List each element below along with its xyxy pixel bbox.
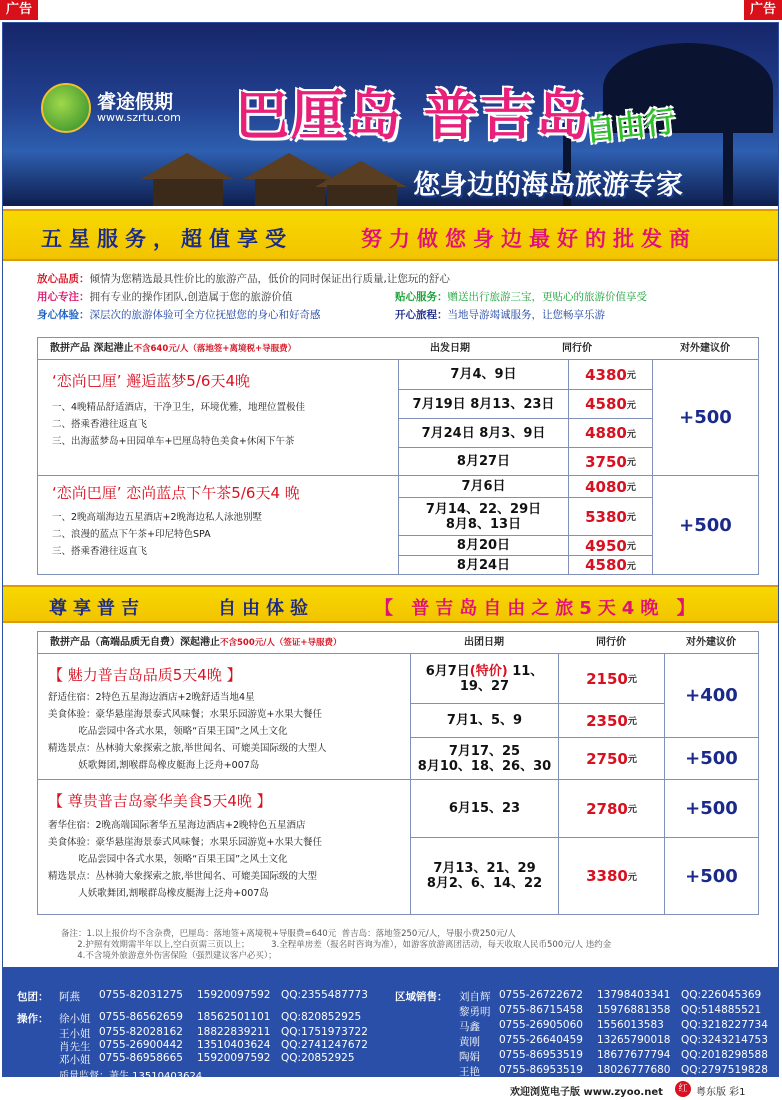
package-line: 舒适住宿：2特色五星海边酒店+2晚舒适当地4星 xyxy=(48,692,255,703)
phuket-bar-subtitle: 自由体验 xyxy=(218,598,314,619)
edition-badge: 红 xyxy=(675,1081,691,1097)
price-cell: 2750 元 xyxy=(558,738,664,780)
date-cell: 6月7日(特价) 11、 19、27 xyxy=(410,654,558,704)
suggest-price-cell: +500 xyxy=(664,838,758,914)
contact-qq: QQ:2741247672 xyxy=(281,1039,368,1051)
contact-mobile: 18562501101 xyxy=(197,1011,271,1023)
feature-label: 开心旅程： xyxy=(395,309,448,321)
package-title: ‘恋尚巴厘’ 恋尚蓝点下午茶5/6天4 晚 xyxy=(52,484,300,502)
price-cell: 3380 元 xyxy=(558,838,664,914)
header-price: 同行价 xyxy=(596,637,626,648)
note-line: 2.护照有效期需半年以上,空白页需三页以上； 3.全程单房差（报名时咨询为准），如游客放游离团活动，每天收取人民币500元/人 违约金 xyxy=(61,940,612,950)
contact-name: 黄刚 xyxy=(459,1036,480,1048)
tagline-bar xyxy=(3,209,778,261)
feature-item xyxy=(37,289,292,306)
package-block xyxy=(38,360,398,476)
contact-mobile: 1556013583 xyxy=(597,1019,664,1031)
date-cell: 7月17、25 8月10、18、26、30 xyxy=(410,738,558,780)
palm-decoration xyxy=(723,83,733,206)
package-line: 二、浪漫的蓝点下午茶+印尼特色SPA xyxy=(52,529,211,540)
suggest-price-cell: +500 xyxy=(664,738,758,780)
contact-qq: QQ:2018298588 xyxy=(681,1049,768,1061)
date-cell: 8月20日 xyxy=(398,536,568,556)
ad-label-right: 广告 xyxy=(744,0,782,20)
note-line: 4.不含境外旅游意外伤害保险（强烈建议客户必买）； xyxy=(61,951,277,961)
date-cell: 7月24日 8月3、9日 xyxy=(398,419,568,448)
feature-text: 深层次的旅游体验可全方位抚慰您的身心和好奇感 xyxy=(89,309,321,321)
contact-qq: QQ:3243214753 xyxy=(681,1034,768,1046)
contact-mobile: 13265790018 xyxy=(597,1034,671,1046)
header-product: 散拼产品 深起港止不含640元/人（落地签+离境税+导服费） xyxy=(50,343,297,354)
page-footer xyxy=(0,1080,782,1100)
feature-item xyxy=(395,307,605,324)
contact-qq: QQ:820852925 xyxy=(281,1011,362,1023)
price-cell: 3750 元 xyxy=(568,448,652,476)
contact-mobile: 15920097592 xyxy=(197,989,271,1001)
ops-label: 操作： xyxy=(17,1013,49,1025)
contact-tel: 0755-26900442 xyxy=(99,1039,183,1051)
contact-mobile: 18822839211 xyxy=(197,1026,271,1038)
contact-name: 马鑫 xyxy=(459,1021,480,1033)
price-cell: 4380 元 xyxy=(568,360,652,390)
region-label: 区域销售： xyxy=(395,991,448,1003)
feature-label: 贴心服务： xyxy=(395,291,448,303)
package-line: 吃品尝园中各式水果，领略“百果王国”之风土文化 xyxy=(48,726,288,737)
group-label: 包团： xyxy=(17,991,49,1003)
suggest-price-cell: +500 xyxy=(652,476,758,574)
date-cell: 7月14、22、29日 8月8、13日 xyxy=(398,498,568,536)
edition-label: 粤东版 彩1 xyxy=(696,1087,746,1098)
feature-label: 用心专注： xyxy=(37,291,90,303)
feature-text: 当地导游竭诚服务，让您畅享乐游 xyxy=(447,309,605,321)
phuket-bar-title: 尊享普吉 xyxy=(49,598,145,619)
contact-name: 黎勇明 xyxy=(459,1006,491,1018)
contact-name: 肖先生 xyxy=(59,1041,91,1053)
feature-label: 身心体验： xyxy=(37,309,90,321)
header-date: 出发日期 xyxy=(430,343,470,354)
contact-qq: QQ:514885521 xyxy=(681,1004,762,1016)
package-line: 一、2晚高端海边五星酒店+2晚海边私人泳池别墅 xyxy=(52,512,263,523)
contact-name: 陶娟 xyxy=(459,1051,480,1063)
package-line: 一、4晚精品舒适酒店，干净卫生，环境优雅，地理位置极佳 xyxy=(52,402,306,413)
tagline-right: 努力做您身边最好的批发商 xyxy=(361,227,697,251)
feature-text: 赠送出行旅游三宝，更贴心的旅游价值享受 xyxy=(447,291,647,303)
bali-table xyxy=(37,337,759,575)
contact-name: 阿燕 xyxy=(59,991,80,1003)
brand-name: 睿途假期 xyxy=(97,91,174,113)
date-cell: 7月19日 8月13、23日 xyxy=(398,390,568,419)
suggest-price-cell: +500 xyxy=(652,360,758,476)
contact-qq: QQ:2797519828 xyxy=(681,1064,768,1076)
contact-mobile: 15976881358 xyxy=(597,1004,671,1016)
header-product: 散拼产品（高端品质无自费）深起港止不含500元/人（签证+导服费） xyxy=(50,637,342,648)
contact-qq: QQ:20852925 xyxy=(281,1052,355,1064)
package-line: 精选景点：丛林骑大象探索之旅,举世闻名、可媲美国际级的大型人 xyxy=(48,743,327,754)
contact-mobile: 13510403624 xyxy=(197,1039,271,1051)
price-cell: 4580 元 xyxy=(568,390,652,419)
package-block xyxy=(38,476,398,574)
date-cell: 7月4、9日 xyxy=(398,360,568,390)
brand-url: www.szrtu.com xyxy=(97,111,181,124)
suggest-price-cell: +500 xyxy=(664,780,758,838)
package-block xyxy=(38,654,410,780)
price-cell: 4880 元 xyxy=(568,419,652,448)
date-cell: 7月13、21、29 8月2、6、14、22 xyxy=(410,838,558,914)
price-cell: 2350 元 xyxy=(558,704,664,738)
phuket-bar-product: 【 普吉岛自由之旅5天4晚 】 xyxy=(375,598,701,619)
banner xyxy=(3,23,778,206)
package-line: 二、搭乘香港往返直飞 xyxy=(52,419,148,430)
phuket-table-header xyxy=(38,632,758,654)
contact-mobile: 15920097592 xyxy=(197,1052,271,1064)
contact-qq: QQ:2355487773 xyxy=(281,989,368,1001)
package-line: 吃品尝园中各式水果，领略“百果王国”之风土文化 xyxy=(48,854,288,865)
package-line: 美食体验：豪华悬崖海景泰式风味餐；水果乐园游览+水果大餐任 xyxy=(48,837,322,848)
date-cell: 6月15、23 xyxy=(410,780,558,838)
package-line: 妖歌舞团,割喉群岛橡皮艇海上泛舟+007岛 xyxy=(48,760,260,771)
package-title: 【 魅力普吉岛品质5天4晚 】 xyxy=(48,666,242,684)
contact-name: 徐小姐 xyxy=(59,1013,91,1025)
contact-tel: 0755-26905060 xyxy=(499,1019,583,1031)
package-line: 三、搭乘香港往返直飞 xyxy=(52,546,148,557)
hut-decoration xyxy=(327,185,397,206)
contact-panel xyxy=(3,967,778,1082)
ad-frame xyxy=(2,22,779,1082)
feature-item xyxy=(37,307,321,324)
package-line: 精选景点：丛林骑大象探索之旅,举世闻名、可媲美国际级的大型 xyxy=(48,871,318,882)
header-date: 出团日期 xyxy=(464,637,504,648)
hut-decoration xyxy=(141,153,233,179)
package-line: 美食体验：豪华悬崖海景泰式风味餐；水果乐园游览+水果大餐任 xyxy=(48,709,322,720)
contact-tel: 0755-86562659 xyxy=(99,1011,183,1023)
phuket-table xyxy=(37,631,759,915)
contact-mobile: 18026777680 xyxy=(597,1064,671,1076)
price-cell: 2150 元 xyxy=(558,654,664,704)
contact-tel: 0755-82031275 xyxy=(99,989,183,1001)
contact-qq: QQ:3218227734 xyxy=(681,1019,768,1031)
package-line: 人妖歌舞团,割喉群岛橡皮艇海上泛舟+007岛 xyxy=(48,888,269,899)
contact-tel: 0755-86958665 xyxy=(99,1052,183,1064)
footer-text: 欢迎浏览电子版 www.zyoo.net xyxy=(510,1087,663,1098)
tagline-left: 五星服务，超值享受 xyxy=(41,227,293,251)
bali-table-header xyxy=(38,338,758,360)
contact-tel: 0755-86715458 xyxy=(499,1004,583,1016)
contact-qq: QQ:226045369 xyxy=(681,989,762,1001)
banner-slogan: 您身边的海岛旅游专家 xyxy=(413,170,683,201)
suggest-price-cell: +400 xyxy=(664,654,758,738)
header-suggest: 对外建议价 xyxy=(686,637,736,648)
contact-qq: QQ:1751973722 xyxy=(281,1026,368,1038)
header-suggest: 对外建议价 xyxy=(680,343,730,354)
package-block xyxy=(38,780,410,914)
date-cell: 8月24日 xyxy=(398,556,568,574)
package-line: 奢华住宿：2晚高端国际奢华五星海边酒店+2晚特色五星酒店 xyxy=(48,820,306,831)
contact-name: 邓小姐 xyxy=(59,1054,91,1066)
price-cell: 4580 元 xyxy=(568,556,652,574)
phuket-bar xyxy=(3,585,778,623)
contact-name: 刘自辉 xyxy=(459,991,491,1003)
contact-tel: 0755-86953519 xyxy=(499,1064,583,1076)
feature-item xyxy=(37,271,450,288)
package-title: 【 尊贵普吉岛豪华美食5天4晚 】 xyxy=(48,792,272,810)
price-cell: 4080 元 xyxy=(568,476,652,498)
contact-tel: 0755-26640459 xyxy=(499,1034,583,1046)
brand-logo-icon xyxy=(41,83,91,133)
contact-name: 王小姐 xyxy=(59,1028,91,1040)
price-cell: 4950 元 xyxy=(568,536,652,556)
price-cell: 5380 元 xyxy=(568,498,652,536)
header-price: 同行价 xyxy=(562,343,592,354)
contact-tel: 0755-82028162 xyxy=(99,1026,183,1038)
note-line: 备注：1.以上报价均不含杂费，巴厘岛：落地签+离境税+导服费=640元 普吉岛：落地签250元/人，导服小费250元/人 xyxy=(61,929,516,939)
notes xyxy=(61,929,751,962)
date-cell: 7月1、5、9 xyxy=(410,704,558,738)
price-cell: 2780 元 xyxy=(558,780,664,838)
contact-name: 王艳 xyxy=(459,1066,480,1078)
contact-mobile: 13798403341 xyxy=(597,989,671,1001)
hut-decoration xyxy=(315,161,407,187)
features-section xyxy=(3,263,778,335)
date-cell: 7月6日 xyxy=(398,476,568,498)
top-bar xyxy=(0,0,782,24)
package-line: 三、出海蓝梦岛+田园单车+巴厘岛特色美食+休闲下午茶 xyxy=(52,436,295,447)
package-title: ‘恋尚巴厘’ 邂逅蓝梦5/6天4晚 xyxy=(52,372,250,390)
contact-tel: 0755-26722672 xyxy=(499,989,583,1001)
date-cell: 8月27日 xyxy=(398,448,568,476)
contact-tel: 0755-86953519 xyxy=(499,1049,583,1061)
banner-headline: 巴厘岛 普吉岛 xyxy=(235,84,592,147)
ad-label-left: 广告 xyxy=(0,0,38,20)
feature-item xyxy=(395,289,647,306)
banner-headline-tag: 自由行 xyxy=(583,104,677,149)
feature-label: 放心品质： xyxy=(37,273,90,285)
feature-text: 拥有专业的操作团队,创造属于您的旅游价值 xyxy=(89,291,293,303)
feature-text: 倾情为您精选最具性价比的旅游产品，低价的同时保证出行质量,让您玩的舒心 xyxy=(89,273,450,285)
hut-decoration xyxy=(153,179,223,206)
quality-supervisor: 质量监督：萧生 13510403624 xyxy=(59,1071,203,1082)
contact-mobile: 18677677794 xyxy=(597,1049,671,1061)
